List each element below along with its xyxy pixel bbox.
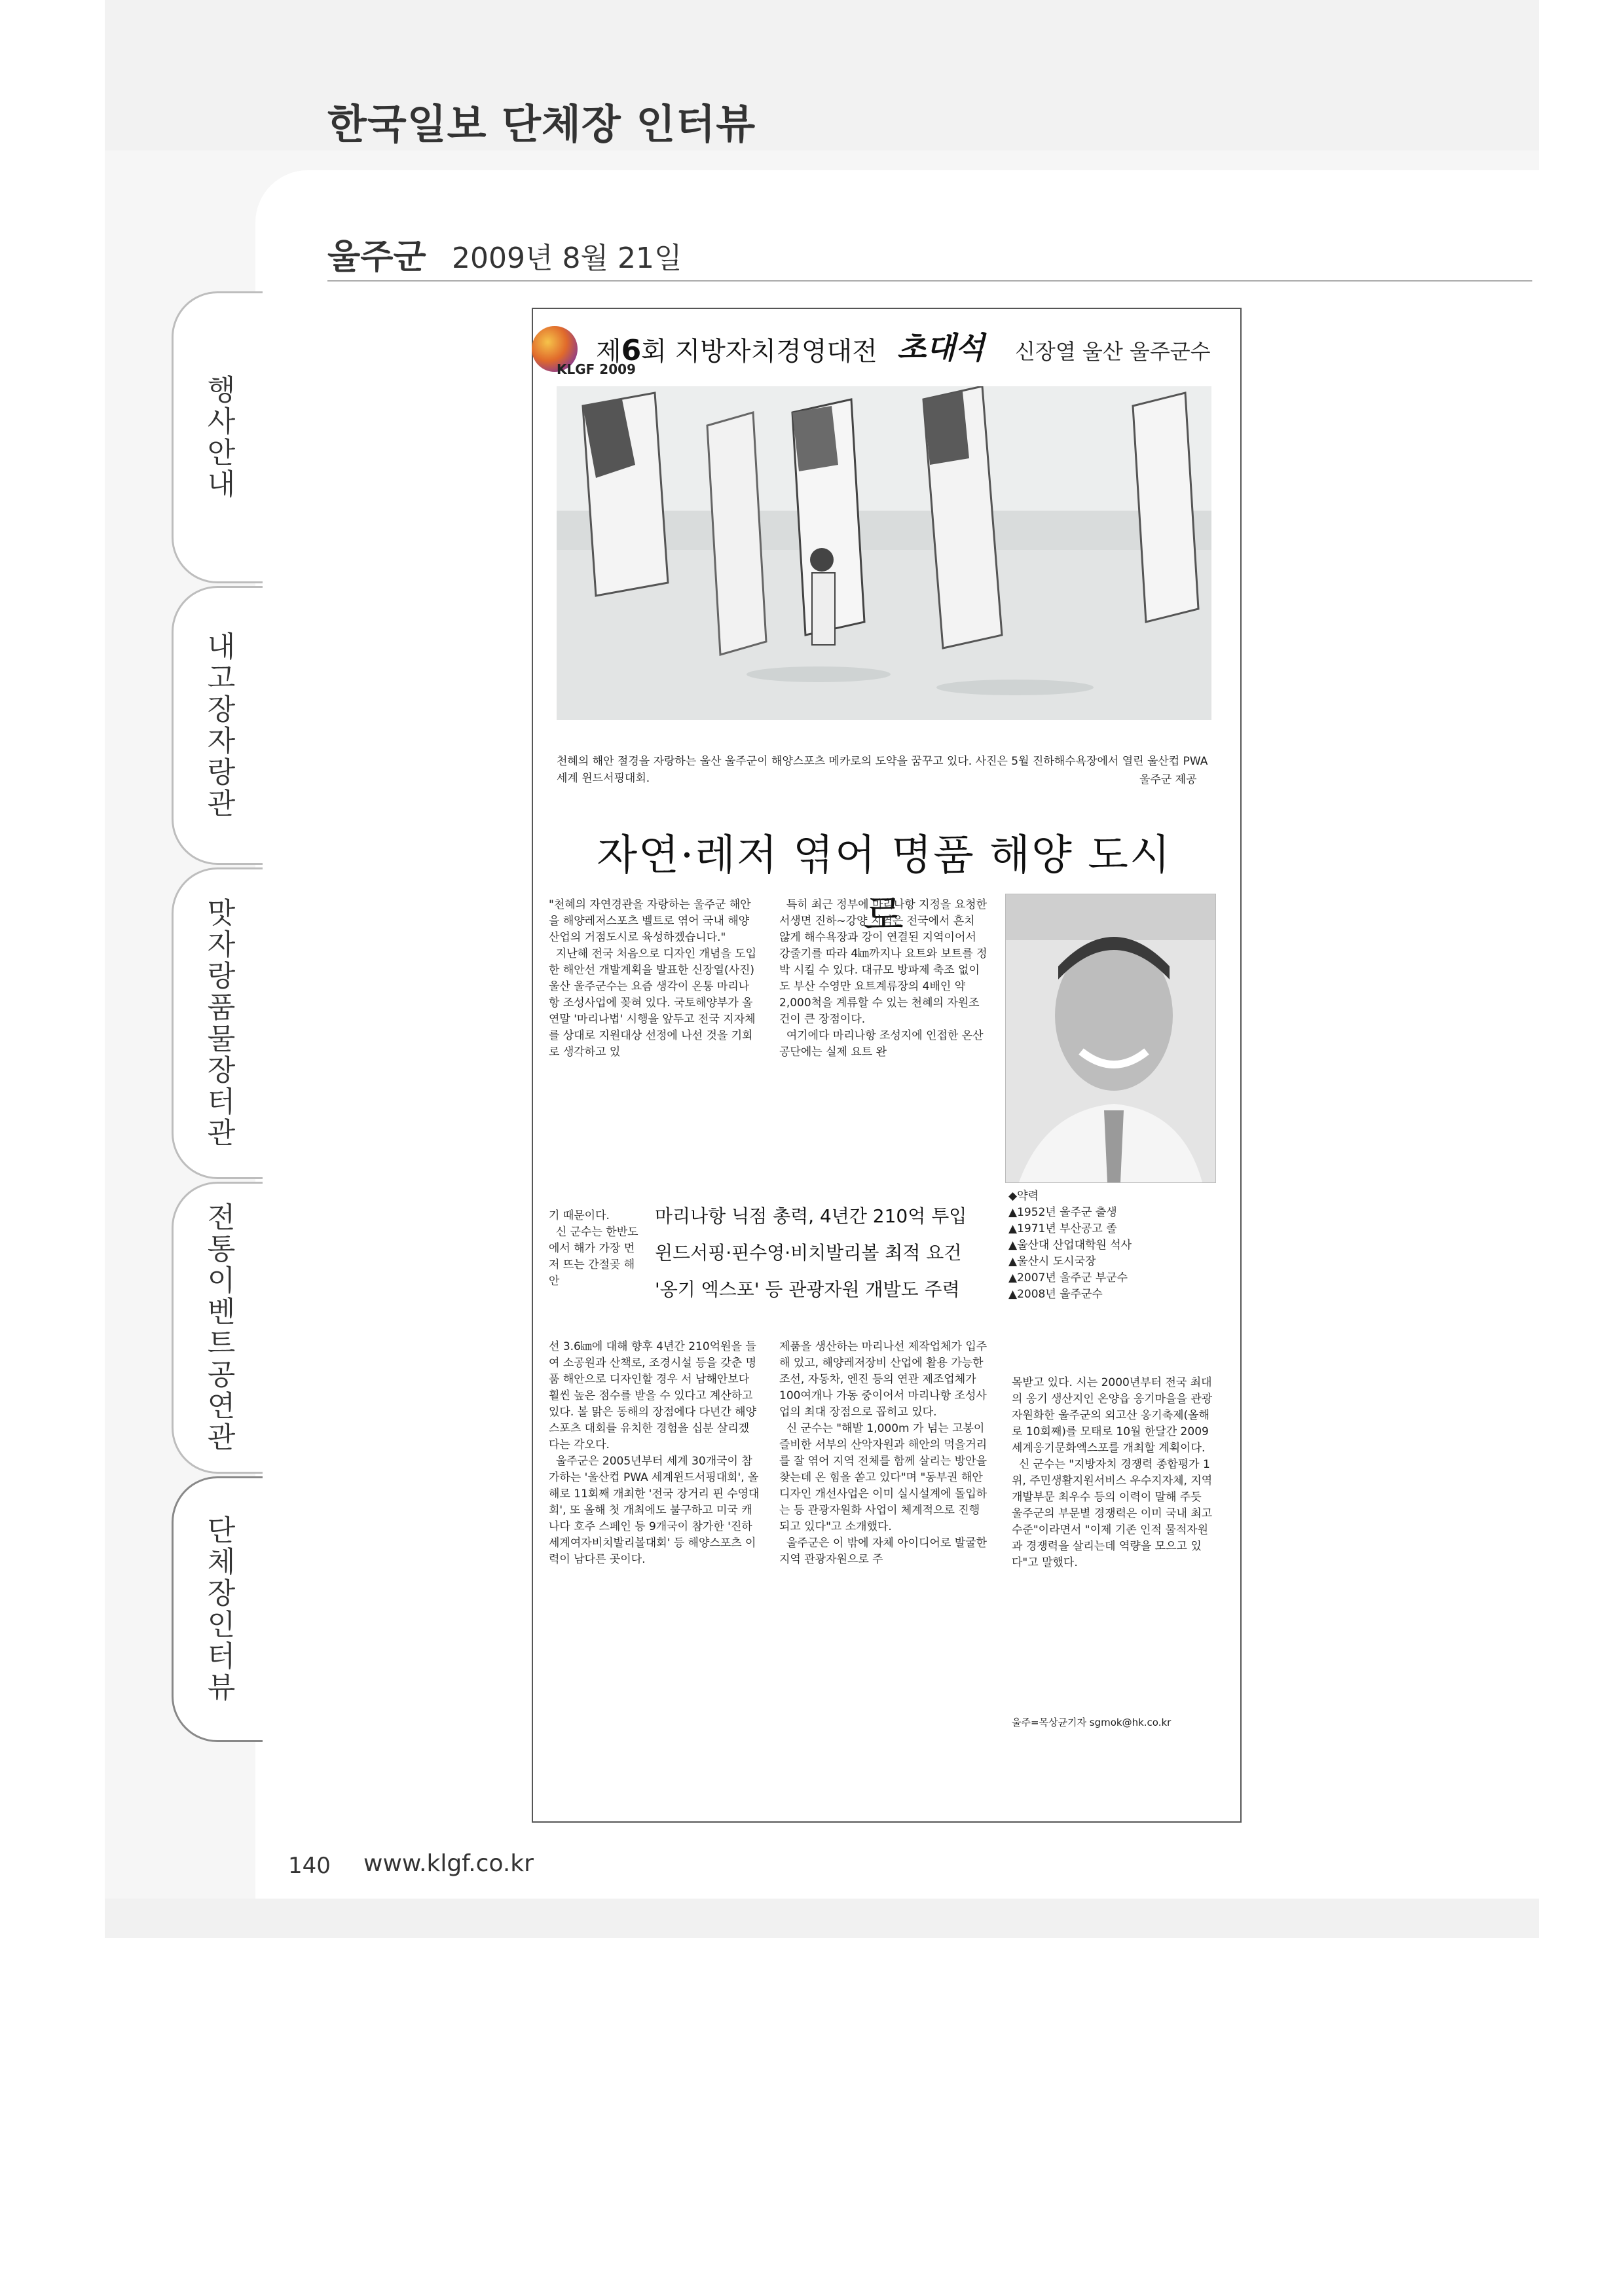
article-body-col1-lower: 선 3.6㎞에 대해 향후 4년간 210억원을 들여 소공원과 산책로, 조경시설 등을 갖춘 명품 해안으로 디자인할 경우 서 남해안보다 훨씬 높은 점수를 받을 수 있다고 계산하고 있다. 볼 맑은 동해의 장점에다 다년간 해양스포츠 대회를 유치한 경험을 십분 살리겠다는 각오다. 울주군은 2005년부터 세계 30개국이 참가하는 '울산컵 PWA 세계윈드서핑대회', 올해로 11회째 개최한 '전국 장거리 핀 수영대회', 또 올해 첫 개최에도 불구하고 미국 캐나다 호주 스페인 등 9개국이 참가한 '진하 세계여자비치발리볼대회' 등 해양스포츠 이력이 남다른 곳이다. (549, 1340, 760, 1566)
biography (1008, 1188, 1205, 1303)
bio-item: ▲2008년 울주군수 (1008, 1288, 1103, 1301)
photo-caption: 천혜의 해안 절경을 자랑하는 울산 울주군이 해양스포츠 메카로의 도약을 꿈꾸고 있다. 사진은 5월 진하해수욕장에서 열린 울산컵 PWA 세계 윈드서핑대회. (557, 755, 1208, 785)
photo-credit: 울주군 제공 (1139, 773, 1197, 786)
tab-traditional-events[interactable] (172, 1182, 263, 1474)
pull-quote (655, 1198, 995, 1308)
interview-subject: 신장열 울산 울주군수 (1015, 339, 1211, 364)
windsurfing-photo (557, 386, 1211, 720)
tab-label: 행사안내 (202, 374, 235, 500)
article-body-col1-continued: 기 때문이다. 신 군수는 한반도에서 해가 가장 먼저 뜨는 간절곶 해안 (549, 1209, 638, 1288)
tab-leader-interview[interactable] (172, 1476, 263, 1742)
region-name: 울주군 (327, 238, 426, 277)
award-calligraphy: 초대석 (897, 330, 985, 365)
interview-date: 2009년 8월 21일 (452, 242, 682, 275)
page-header-band (105, 0, 1539, 170)
tab-food-market[interactable] (172, 867, 263, 1179)
windsurfing-illustration (557, 386, 1211, 720)
bio-item: ▲1952년 울주군 출생 (1008, 1206, 1117, 1219)
reporter-byline: 울주=목상균기자 sgmok@hk.co.kr (1012, 1717, 1172, 1728)
website-link[interactable]: www.klgf.co.kr (363, 1850, 534, 1877)
article-body-col3-lower: 목받고 있다. 시는 2000년부터 전국 최대의 옹기 생산지인 온양읍 옹기마을을 관광자원화한 울주군의 외고산 옹기축제(올해로 10회째)를 모태로 10월 한달간 2009 세계옹기문화엑스포를 개최할 계획이다. 신 군수는 "지방자치 경쟁력 종합평가 1위, 주민생활지원서비스 우수지자체, 지역개발부문 최우수 등의 이력이 말해 주듯 울주군의 부문별 경쟁력은 이미 국내 최고 수준"이라면서 "이제 기존 인적 물적자원과 경쟁력을 살리는데 역량을 모으고 있다"고 말했다. (1012, 1376, 1213, 1569)
tab-label: 내고장자랑관 (202, 631, 235, 820)
tab-label: 맛자랑품물장터관 (202, 898, 235, 1149)
page-title: 한국일보 단체장 인터뷰 (327, 100, 756, 148)
bio-item: ▲울산시 도시국장 (1008, 1255, 1096, 1268)
mayor-portrait (1005, 894, 1216, 1183)
tab-label: 단체장인터뷰 (202, 1515, 235, 1704)
bio-item: ▲울산대 산업대학원 석사 (1008, 1239, 1132, 1252)
tab-event-info[interactable] (172, 291, 263, 583)
tab-hometown-pride[interactable] (172, 586, 263, 865)
portrait-illustration (1006, 894, 1215, 1182)
bio-item: ▲2007년 울주군 부군수 (1008, 1271, 1128, 1285)
page-number: 140 (288, 1853, 331, 1879)
pull-quote-line: '옹기 엑스포' 등 관광자원 개발도 주력 (655, 1279, 960, 1300)
article-body-col1: "천혜의 자연경관을 자랑하는 울주군 해안을 해양레저스포츠 벨트로 엮어 국내 해양산업의 거점도시로 육성하겠습니다." 지난해 전국 처음으로 디자인 개념을 도입한 해안선 개발계획을 발표한 신장열(사진) 울산 울주군수는 요즘 생각이 온통 마리나항 조성사업에 꽂혀 있다. 국토해양부가 올 연말 '마리나법' 시행을 앞두고 전국 지자체를 상대로 지원대상 선정에 나선 것을 기회로 생각하고 있 (549, 898, 757, 1059)
article-body-col2: 특히 최근 정부에 마리나항 지정을 요청한 서생면 진하~강양 지역은 전국에서 흔치 않게 해수욕장과 강이 연결된 지역이어서 강줄기를 따라 4㎞까지나 요트와 보트를 정박 시킬 수 있다. 대규모 방파제 축조 없이도 부산 수영만 요트계류장의 4배인 약 2,000척을 계류할 수 있는 천혜의 자원조건이 큰 장점이다. 여기에다 마리나항 조성지에 인접한 온산공단에는 실제 요트 완 (779, 898, 987, 1059)
logo-text: KLGF 2009 (557, 361, 636, 377)
header-divider (327, 280, 1532, 282)
page-footer-band (105, 1899, 1539, 1938)
tab-label: 전통이벤트공연관 (202, 1202, 235, 1453)
article-body-col2-lower: 제품을 생산하는 마리나선 제작업체가 입주해 있고, 해양레저장비 산업에 활용 가능한 조선, 자동차, 엔진 등의 연관 제조업체가 100여개나 가동 중이어서 마리나항 조성사업의 최대 장점으로 꼽히고 있다. 신 군수는 "해발 1,000m 가 넘는 고봉이 즐비한 서부의 산악자원과 해안의 먹을거리를 잘 엮어 지역 전체를 함께 살리는 방안을 찾는데 온 힘을 쏟고 있다"며 "동부권 해안디자인 개선사업은 이미 실시설계에 돌입하는 등 관광자원화 사업이 체계적으로 진행되고 있다"고 소개했다. 울주군은 이 밖에 자체 아이디어로 발굴한 지역 관광자원으로 주 (779, 1340, 987, 1566)
bio-item: ▲1971년 부산공고 졸 (1008, 1222, 1117, 1235)
event-title: 제6회 지방자치경영대전 (596, 334, 877, 367)
pull-quote-line: 윈드서핑·핀수영·비치발리볼 최적 요건 (655, 1242, 962, 1264)
article-headline: 자연·레저 엮어 명품 해양 도시로 (597, 831, 1172, 940)
bio-heading: ◆약력 (1008, 1190, 1039, 1203)
pull-quote-line: 마리나항 닉점 총력, 4년간 210억 투입 (655, 1205, 967, 1227)
